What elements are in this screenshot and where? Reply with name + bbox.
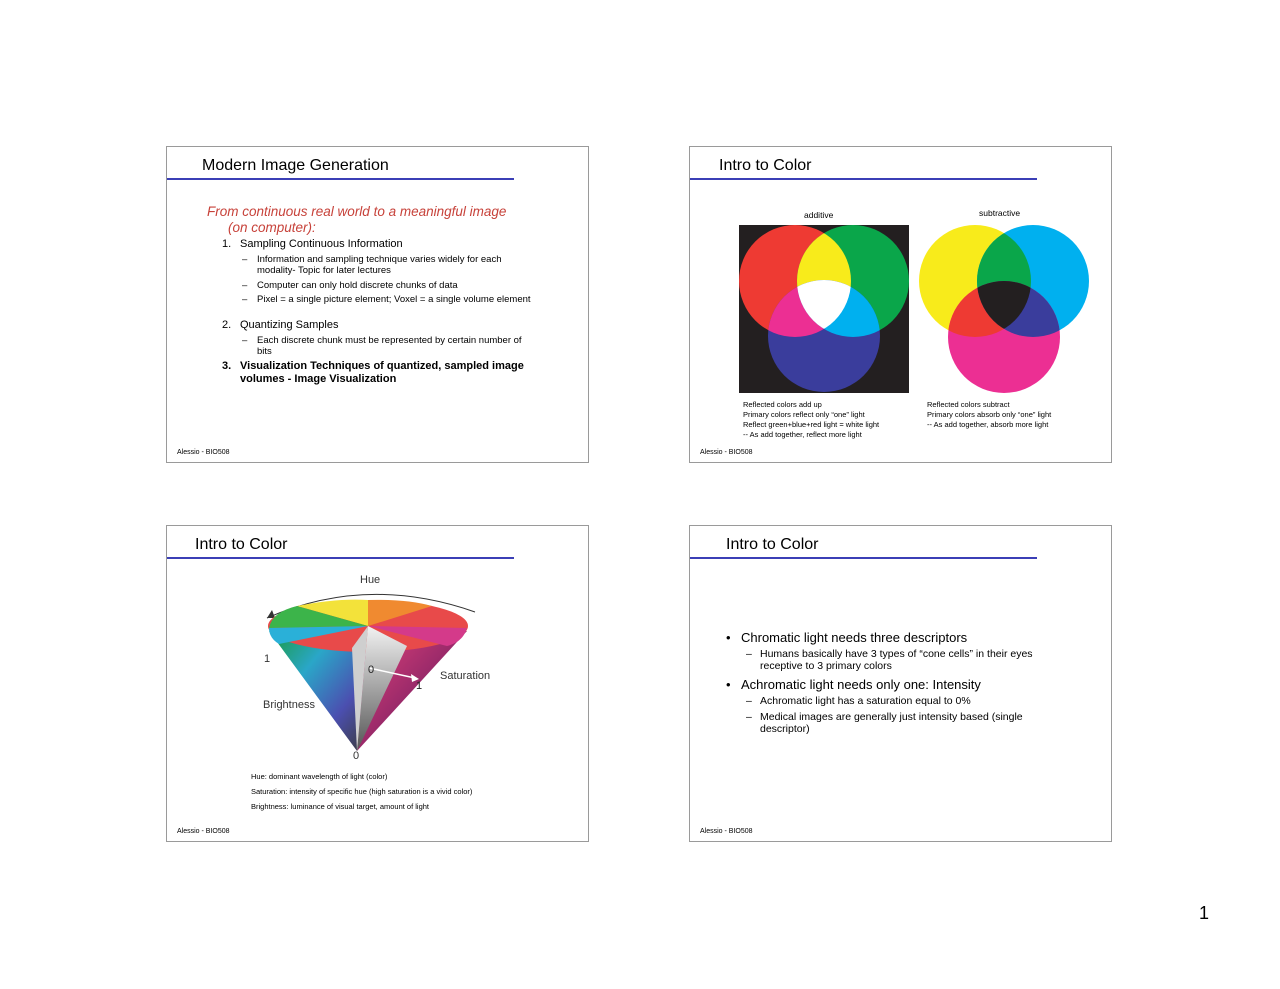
- saturation-zero-label: 0: [368, 664, 375, 676]
- subtractive-caption: [927, 400, 1051, 430]
- slide-intro-to-color-models: [689, 146, 1112, 463]
- slide-title: Intro to Color: [726, 536, 819, 553]
- sub-text: Pixel = a single picture element; Voxel = a single volume element: [257, 294, 531, 305]
- saturation-label: Saturation: [440, 670, 491, 682]
- hue-label: Hue: [360, 574, 381, 586]
- caption-line: Reflect green+blue+red light = white light: [743, 420, 880, 429]
- sub-text: Each discrete chunk must be represented by certain number of bits: [257, 335, 522, 357]
- intro-line-1: From continuous real world to a meaningful image: [207, 204, 507, 219]
- caption-line: Primary colors reflect only “one” light: [743, 410, 865, 419]
- saturation-caption: Saturation: intensity of specific hue (high saturation is a vivid color): [251, 787, 473, 796]
- sub-text: Information and sampling technique varies widely for each modality- Topic for later lectures: [257, 254, 502, 276]
- dash: –: [242, 280, 248, 291]
- title-rule: [167, 557, 514, 559]
- dash: –: [242, 294, 248, 305]
- slide-intro-to-color-hsv: [166, 525, 589, 842]
- additive-label: additive: [804, 210, 834, 220]
- list-number: 2.: [222, 319, 232, 331]
- dash: –: [746, 711, 752, 723]
- page-number: 1: [1199, 903, 1210, 923]
- brightness-zero-label: 0: [353, 750, 360, 762]
- list-text: Quantizing Samples: [240, 319, 339, 331]
- title-rule: [690, 178, 1037, 180]
- bullet-dot: •: [726, 630, 731, 645]
- caption-line: -- As add together, reflect more light: [743, 430, 862, 439]
- sub-text: Achromatic light has a saturation equal to 0%: [760, 695, 971, 707]
- sub-text: Humans basically have 3 types of “cone cells” in their eyes receptive to 3 primary colors: [760, 648, 1033, 672]
- slide-title: Modern Image Generation: [202, 157, 389, 174]
- list-text: Sampling Continuous Information: [240, 238, 403, 250]
- slide-footer: Alessio - BIO508: [177, 828, 230, 835]
- slide-intro-to-color-descriptors: [689, 525, 1112, 842]
- additive-caption: [743, 400, 879, 440]
- caption-line: Primary colors absorb only “one” light: [927, 410, 1052, 419]
- brightness-caption: Brightness: luminance of visual target, amount of light: [251, 802, 430, 811]
- bullet-dot: •: [726, 677, 731, 692]
- dash: –: [242, 335, 248, 346]
- slide-footer: Alessio - BIO508: [700, 449, 753, 456]
- additive-color-diagram: [739, 225, 909, 393]
- bullet-text: Achromatic light needs only one: Intensity: [741, 677, 981, 692]
- title-rule: [167, 178, 514, 180]
- brightness-label: Brightness: [263, 699, 315, 711]
- subtractive-color-diagram: [919, 225, 1089, 395]
- caption-line: Reflected colors subtract: [927, 400, 1010, 409]
- slide-footer: Alessio - BIO508: [177, 449, 230, 456]
- intro-line-2: (on computer):: [228, 220, 316, 235]
- list-number: 3.: [222, 360, 232, 372]
- dash: –: [746, 648, 752, 660]
- hue-caption: Hue: dominant wavelength of light (color): [251, 772, 388, 781]
- caption-line: -- As add together, absorb more light: [927, 420, 1049, 429]
- saturation-one-label: 1: [416, 680, 423, 692]
- sub-text: Medical images are generally just intensity based (single descriptor): [760, 711, 1023, 735]
- dash: –: [242, 254, 248, 265]
- dash: –: [746, 695, 752, 707]
- subtractive-label: subtractive: [979, 208, 1021, 218]
- sub-text: Computer can only hold discrete chunks of data: [257, 280, 458, 291]
- bullet-text: Chromatic light needs three descriptors: [741, 630, 968, 645]
- caption-line: Reflected colors add up: [743, 400, 822, 409]
- list-number: 1.: [222, 238, 232, 250]
- intro-line: [207, 204, 537, 236]
- slide-title: Intro to Color: [719, 157, 812, 174]
- title-rule: [690, 557, 1037, 559]
- hue-arrow-head: [267, 610, 275, 618]
- slide-footer: Alessio - BIO508: [700, 828, 753, 835]
- slide-modern-image-generation: [166, 146, 589, 463]
- slide-title: Intro to Color: [195, 536, 288, 553]
- brightness-one-label: 1: [264, 653, 271, 665]
- list-text: Visualization Techniques of quantized, sampled image volumes - Image Visualization: [240, 360, 524, 385]
